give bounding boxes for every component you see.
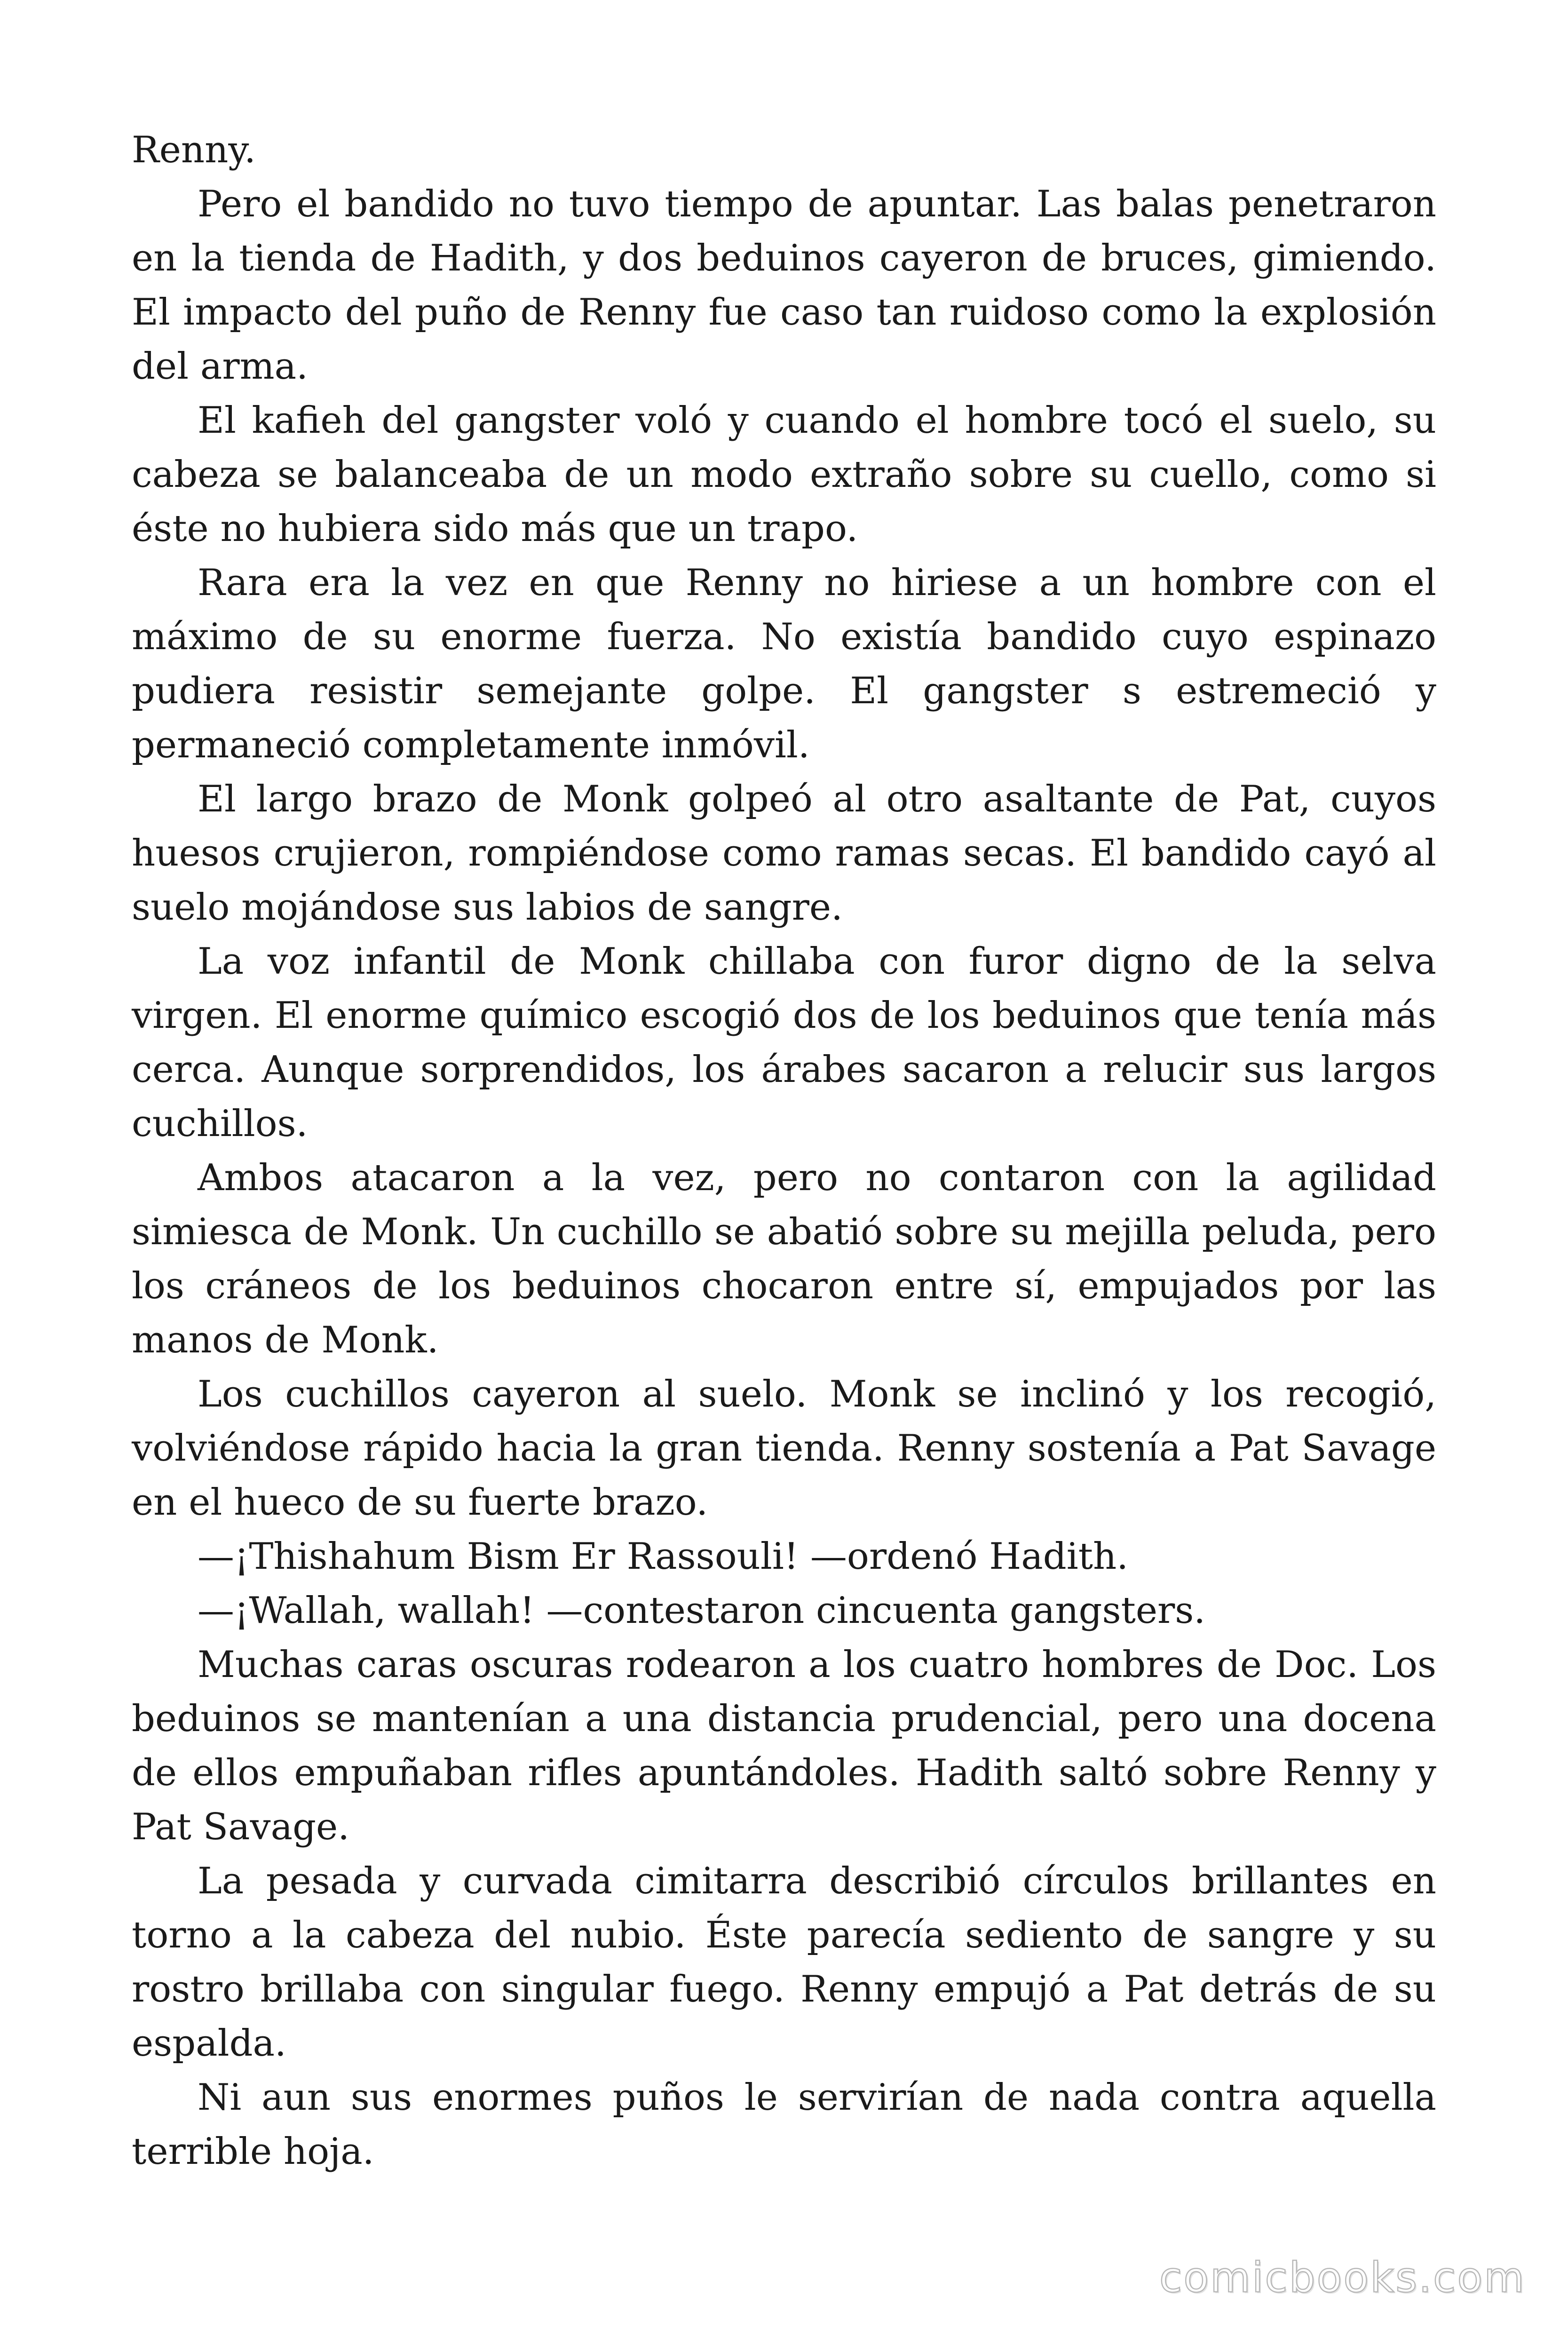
paragraph-11: Muchas caras oscuras rodearon a los cuatro hombres de Doc. Los beduinos se mantenían a una distancia prudencial, pero una docena de ellos empuñaban rifles apuntándoles. Hadith saltó sobre Renny y Pat Savage. (132, 1644, 1436, 1848)
paragraph-7: Ambos atacaron a la vez, pero no contaron con la agilidad simiesca de Monk. Un cuchillo se abatió sobre su mejilla peluda, pero los cráneos de los beduinos chocaron entre sí, empujados por las manos de Monk. (132, 1157, 1436, 1361)
paragraph-12: La pesada y curvada cimitarra describió círculos brillantes en torno a la cabeza del nubio. Éste parecía sediento de sangre y su rostro brillaba con singular fuego. Renny empujó a Pat detrás de su espalda. (132, 1860, 1436, 2065)
paragraph-2: Pero el bandido no tuvo tiempo de apuntar. Las balas penetraron en la tienda de Hadith, y dos beduinos cayeron de bruces, gimiendo. El impacto del puño de Renny fue caso tan ruidoso como la explosión del arma. (132, 183, 1436, 388)
paragraph-5: El largo brazo de Monk golpeó al otro asaltante de Pat, cuyos huesos crujieron, rompiéndose como ramas secas. El bandido cayó al suelo mojándose sus labios de sangre. (132, 778, 1436, 929)
paragraph-13: Ni aun sus enormes puños le servirían de nada contra aquella terrible hoja. (132, 2076, 1436, 2173)
watermark: comicbooks.com (1159, 2253, 1526, 2302)
book-page-text (132, 123, 1436, 2179)
dialogue-line-2: —¡Wallah, wallah! —contestaron cincuenta gangsters. (198, 1589, 1206, 1632)
paragraph-6: La voz infantil de Monk chillaba con furor digno de la selva virgen. El enorme químico escogió dos de los beduinos que tenía más cerca. Aunque sorprendidos, los árabes sacaron a relucir sus largos cuchillos. (132, 940, 1436, 1145)
paragraph-8: Los cuchillos cayeron al suelo. Monk se inclinó y los recogió, volviéndose rápido hacia la gran tienda. Renny sostenía a Pat Savage en el hueco de su fuerte brazo. (132, 1373, 1436, 1524)
paragraph-4: Rara era la vez en que Renny no hiriese a un hombre con el máximo de su enorme fuerza. No existía bandido cuyo espinazo pudiera resistir semejante golpe. El gangster s estremeció y permaneció completamente inmóvil. (132, 562, 1436, 766)
paragraph-3: El kafieh del gangster voló y cuando el hombre tocó el suelo, su cabeza se balanceaba de un modo extraño sobre su cuello, como si éste no hubiera sido más que un trapo. (132, 399, 1436, 550)
paragraph-1: Renny. (132, 129, 256, 171)
dialogue-line-1: —¡Thishahum Bism Er Rassouli! —ordenó Hadith. (198, 1535, 1129, 1578)
